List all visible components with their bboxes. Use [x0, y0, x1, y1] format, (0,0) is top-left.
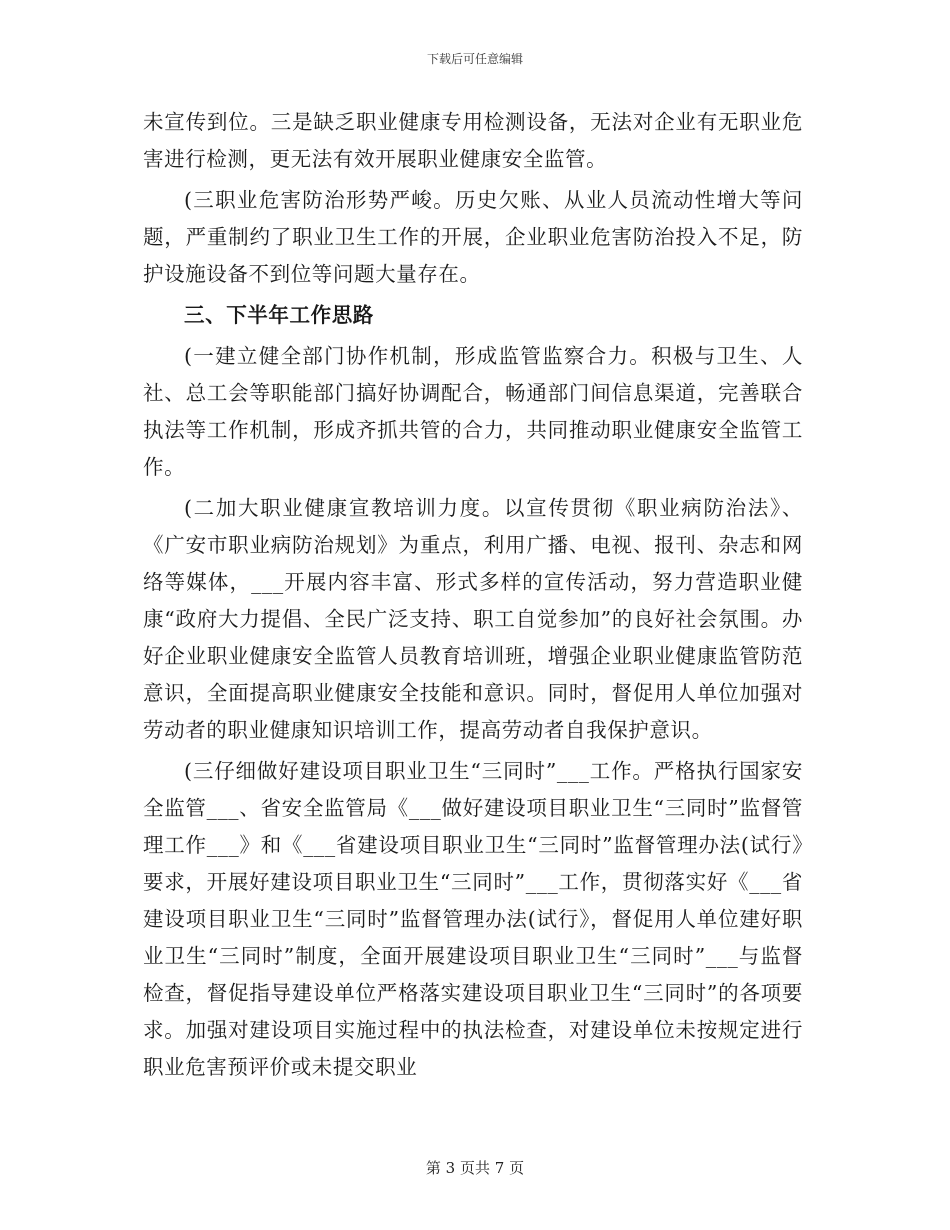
paragraph-hazard-situation: (三职业危害防治形势严峻。历史欠账、从业人员流动性增大等问题，严重制约了职业卫生工作的开展，企业职业危害防治投入不足，防护设施设备不到位等问题大量存在。 [143, 188, 803, 286]
paragraph-training: (二加大职业健康宣教培训力度。以宣传贯彻《职业病防治法》、《广安市职业病防治规划》为重点，利用广播、电视、报刊、杂志和网络等媒体，___开展内容丰富、形式多样的宣传活动，努力营造职业健康“政府大力提倡、全民广泛支持、职工自觉参加”的良好社会氛围。办好企业职业健康安全监管人员教育培训班，增强企业职业健康监管防范意识，全面提高职业健康安全技能和意识。同时，督促用人单位加强对劳动者的职业健康知识培训工作，提高劳动者自我保护意识。 [143, 496, 803, 742]
page-footer: 第 3 页共 7 页 [425, 1159, 525, 1177]
paragraph-cooperation: (一建立健全部门协作机制，形成监管监察合力。积极与卫生、人社、总工会等职能部门搞好协调配合，畅通部门间信息渠道，完善联合执法等工作机制，形成齐抓共管的合力，共同推动职业健康安全监管工作。 [143, 344, 803, 479]
paragraph-three-simultaneous: (三仔细做好建设项目职业卫生“三同时”___工作。严格执行国家安全监管___、省安全监管局《___做好建设项目职业卫生“三同时”监督管理工作___》和《___省建设项目职业卫生“三同时”监督管理办法(试行》要求，开展好建设项目职业卫生“三同时”___工作，贯彻落实好《___省建设项目职业卫生“三同时”监督管理办法(试行》，督促用人单位建好职业卫生“三同时”制度，全面开展建设项目职业卫生“三同时”___与监督检查，督促指导建设单位严格落实建设项目职业卫生“三同时”的各项要求。加强对建设项目实施过程中的执法检查，对建设单位未按规定进行职业危害预评价或未提交职业 [143, 759, 803, 1079]
section-heading: 三、下半年工作思路 [184, 303, 374, 327]
page-header: 下载后可任意编辑 [426, 52, 523, 66]
document-body [143, 104, 803, 1090]
paragraph-continuation: 未宣传到位。三是缺乏职业健康专用检测设备，无法对企业有无职业危害进行检测，更无法有效开展职业健康安全监管。 [143, 110, 803, 171]
